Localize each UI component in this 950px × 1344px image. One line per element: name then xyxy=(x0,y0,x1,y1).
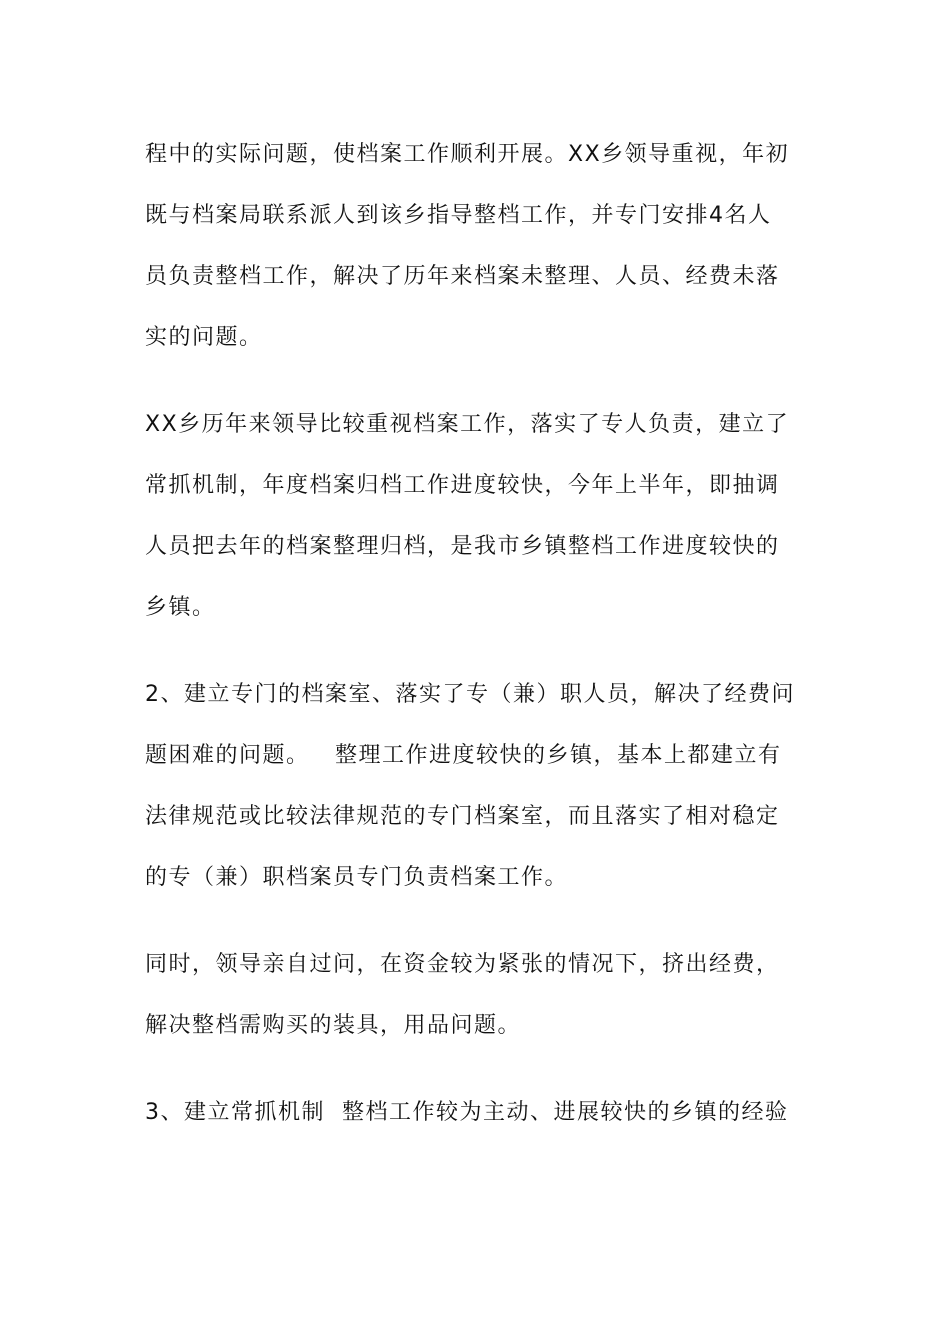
text-line: 3、建立常抓机制 整档工作较为主动、进展较快的乡镇的经验 xyxy=(145,1100,789,1125)
paragraph-gap xyxy=(145,1056,807,1082)
document-body xyxy=(145,124,807,1143)
text-line: 常抓机制，年度档案归档工作进度较快，今年上半年，即抽调 xyxy=(145,473,780,498)
text-line: 乡镇。 xyxy=(145,595,216,620)
text-line: 程中的实际问题，使档案工作顺利开展。XX乡领导重视，年初 xyxy=(145,142,790,167)
paragraph-gap xyxy=(145,638,807,664)
text-line: 2、建立专门的档案室、落实了专（兼）职人员，解决了经费问 xyxy=(145,682,795,707)
text-line: XX乡历年来领导比较重视档案工作，落实了专人负责，建立了 xyxy=(145,412,790,437)
text-line: 的专（兼）职档案员专门负责档案工作。 xyxy=(145,865,569,890)
text-line: 既与档案局联系派人到该乡指导整档工作，并专门安排4名人 xyxy=(145,203,772,228)
text-line: 法律规范或比较法律规范的专门档案室，而且落实了相对稳定 xyxy=(145,804,780,829)
text-line: 题困难的问题。 整理工作进度较快的乡镇，基本上都建立有 xyxy=(145,743,782,768)
paragraph-gap xyxy=(145,908,807,934)
text-line: 同时，领导亲自过问，在资金较为紧张的情况下，挤出经费， xyxy=(145,952,780,977)
text-line: 实的问题。 xyxy=(145,325,263,350)
paragraph-gap xyxy=(145,368,807,394)
text-line: 员负责整档工作，解决了历年来档案未整理、人员、经费未落 xyxy=(145,264,780,289)
text-line: 解决整档需购买的装具，用品问题。 xyxy=(145,1013,522,1038)
text-line: 人员把去年的档案整理归档，是我市乡镇整档工作进度较快的 xyxy=(145,534,780,559)
